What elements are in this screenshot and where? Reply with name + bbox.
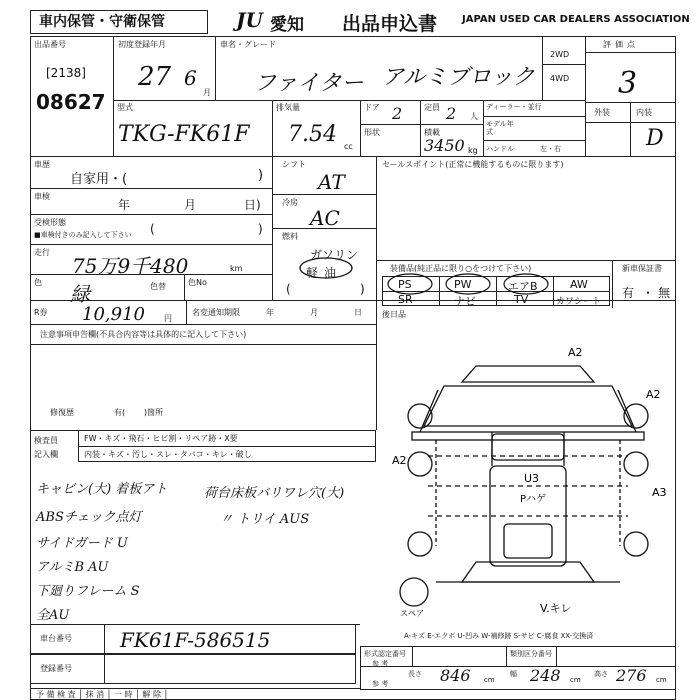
equip-sr: SR (398, 293, 413, 306)
model-label: 型式 (117, 103, 133, 112)
inspector-note-4: 〃 トリイ AUS (220, 512, 310, 527)
damage-p-hage: Pハゲ (520, 494, 547, 505)
plate-box (30, 654, 356, 684)
capacity-value: 2 (446, 104, 457, 123)
handle-options: 左・右 (540, 145, 561, 153)
warranty-sep: ・ (642, 286, 655, 300)
rcert-unit: 円 (164, 314, 172, 323)
transfer-label: 名変通知期限 (192, 308, 240, 317)
transfer-year: 年 (266, 308, 274, 317)
inspector-label-2: 記入欄 (34, 450, 58, 459)
repair-value: 有( (114, 408, 126, 417)
len-label: 長さ (408, 670, 422, 678)
acceptance-label: 受検形態 (34, 218, 66, 227)
warranty-label: 新車保証書 (622, 264, 662, 273)
reg-label: 初度登録年月 (118, 40, 166, 49)
mileage-unit: km (230, 264, 243, 273)
equip-tv: TV (514, 293, 529, 306)
color-value: 緑 (70, 282, 90, 306)
damage-a2-left: A2 (392, 454, 407, 467)
damage-u3: U3 (524, 472, 540, 485)
car-name: ファイター (254, 71, 364, 96)
shift-value: AT (318, 170, 345, 194)
equip-leather: カワシート (556, 297, 602, 307)
equip-aw: AW (570, 278, 588, 291)
damage-a3: A3 (652, 486, 667, 499)
acceptance-close: ) (258, 222, 263, 236)
inspection-month: 月 (184, 198, 197, 212)
dealer-label: ディーラー・並行 (486, 103, 542, 111)
inspector-note-7: 下廻りフレーム S (36, 584, 140, 599)
inspector-label-1: 検査員 (34, 436, 58, 445)
form-title: 出品申込書 (342, 13, 438, 35)
displacement-unit: cc (344, 142, 353, 151)
chassis-value: FK61F-586515 (120, 628, 271, 652)
rcert-label: R券 (34, 308, 48, 317)
plate-label: 登録番号 (40, 664, 72, 673)
transfer-month: 月 (310, 308, 318, 317)
inspector-row-1: FW・キズ・飛石・ヒビ割・リペア跡・X要 (84, 434, 238, 443)
chassis-label: 車台番号 (40, 634, 72, 643)
ac-label: 冷房 (282, 198, 298, 207)
damage-legend: A-キズ E-エクボ U-凹み W-補修跡 S-サビ C-腐食 XX-交換済 (404, 632, 594, 640)
equip-pw: PW (454, 278, 472, 291)
spare-label: スペア (400, 609, 424, 618)
cert-label: 形式認定番号 (364, 650, 406, 658)
wid-unit: cm (570, 676, 581, 684)
inspector-note-5: サイドガード U (36, 536, 128, 551)
shape-label: 形状 (364, 128, 380, 137)
interior-label: 内装 (636, 108, 652, 117)
lot-number: 08627 (36, 90, 106, 114)
reg-month: 6 (184, 66, 197, 90)
car-grade: アルミブロック (382, 65, 535, 90)
handle-label: ハンドル (486, 145, 514, 153)
damage-v-kire: V.キレ (540, 602, 572, 615)
inspector-note-3: ABSチェック点灯 (36, 510, 142, 525)
selling-label: セールスポイント(正常に機能するものに限ります) (382, 160, 564, 169)
damage-a2-top: A2 (568, 346, 583, 359)
hgt-label: 高さ (594, 670, 608, 678)
notes-label: 注意事項申告欄(不具合内容等は具体的に記入して下さい) (40, 330, 247, 339)
warranty-no: 無 (658, 286, 671, 300)
equip-ps: PS (398, 278, 412, 291)
color-code-label: 色替 (150, 282, 166, 291)
fuel-paren-close: ) (360, 282, 365, 296)
fuel-gasoline: ガソリン (310, 248, 359, 262)
org-name: 愛知 (270, 15, 304, 35)
equip-navi: ナビ (454, 295, 476, 308)
damage-a2-right: A2 (646, 388, 661, 401)
footer-text: 予 備 検 査 │ 抹 消 │ 一 時 │ 解 除 │ (36, 690, 169, 699)
fuel-diesel: 軽油 (306, 266, 343, 280)
dims-ref-2: 参 考 (372, 680, 389, 688)
load-value: 3450 (424, 136, 465, 155)
inspector-row-2: 内装・キズ・汚し・スレ・タバコ・キレ・破し (84, 450, 252, 459)
storage-type: 車内保管・守衛保管 (39, 14, 165, 30)
history-label: 車歴 (34, 160, 50, 169)
model-value: TKG-FK61F (118, 122, 250, 147)
inspection-year: 年 (118, 198, 131, 212)
equipment-circles (382, 270, 562, 310)
color-label: 色 (34, 278, 42, 287)
fuel-paren-open: ( (286, 282, 291, 296)
ju-logo: JU (236, 8, 263, 32)
equipment-label: 装備品(純正品に限り○をつけて下さい) (390, 264, 532, 273)
len-unit: cm (484, 676, 495, 684)
hgt-unit: cm (656, 676, 667, 684)
doors-value: 2 (392, 104, 403, 123)
shift-label: シフト (282, 160, 306, 169)
reg-month-unit: 月 (203, 88, 211, 97)
displacement-label: 排気量 (276, 103, 300, 112)
ac-value: AC (310, 206, 340, 230)
capacity-unit: 人 (470, 112, 478, 121)
load-unit: kg (468, 146, 478, 155)
repair-label: 修復歴 (50, 408, 74, 417)
interior-score: D (646, 126, 664, 151)
inspection-day: 日) (244, 198, 261, 212)
score-label: 評価点 (603, 40, 639, 49)
inspection-label: 車検 (34, 192, 50, 201)
fuel-circle (296, 256, 356, 280)
header-storage-box (30, 10, 208, 34)
cert-ref: 参 考 (372, 660, 389, 668)
car-label: 車名・グレード (220, 40, 276, 49)
fuel-label: 燃料 (282, 232, 298, 241)
inspector-note-8: 全AU (36, 608, 70, 623)
acceptance-note: ■車検付きのみ記入して下さい (34, 231, 132, 239)
lot-label: 出品番号 (34, 40, 66, 49)
wid-value: 248 (530, 666, 561, 685)
capacity-label: 定員 (424, 103, 440, 112)
acceptance-paren: ( (150, 222, 155, 236)
color-number-label: 色No (188, 278, 207, 287)
wid-label: 幅 (510, 670, 517, 678)
inspector-note-2: 荷台床板バリワレ穴(大) (204, 486, 345, 501)
inspector-note-1: キャビン(大) 着板アト (36, 482, 168, 497)
vehicle-damage-diagram (380, 346, 676, 626)
len-value: 846 (440, 666, 471, 685)
hgt-value: 276 (616, 666, 647, 685)
equip-airbag: エアB (508, 280, 538, 293)
warranty-yes: 有 (622, 286, 635, 300)
rcert-value: 10,910 (82, 304, 145, 325)
score-value: 3 (618, 66, 638, 101)
reg-year: 27 (138, 62, 172, 92)
mileage-label: 走行 (34, 248, 50, 257)
load-label: 積載 (424, 128, 440, 137)
history-close: ) (258, 168, 264, 183)
doors-label: ドア (364, 103, 380, 112)
model-year-label: モデル年式 (486, 120, 514, 136)
inspector-note-6: アルミB AU (36, 560, 109, 575)
lot-bracket: [2138] (46, 66, 86, 80)
displacement-value: 7.54 (288, 122, 337, 147)
history-value: 自家用・( (70, 172, 128, 187)
exterior-label: 外装 (594, 108, 610, 117)
transfer-day: 日 (354, 308, 362, 317)
drive-4wd: 4WD (550, 74, 570, 83)
cat-label: 類別区分番号 (510, 650, 552, 658)
rear-seat-label: 後日品 (382, 310, 406, 319)
mileage-value: 75万9千480 (72, 254, 189, 278)
repair-close: )箇所 (144, 408, 164, 417)
association-name: JAPAN USED CAR DEALERS ASSOCIATION (462, 14, 690, 25)
drive-2wd: 2WD (550, 50, 570, 59)
